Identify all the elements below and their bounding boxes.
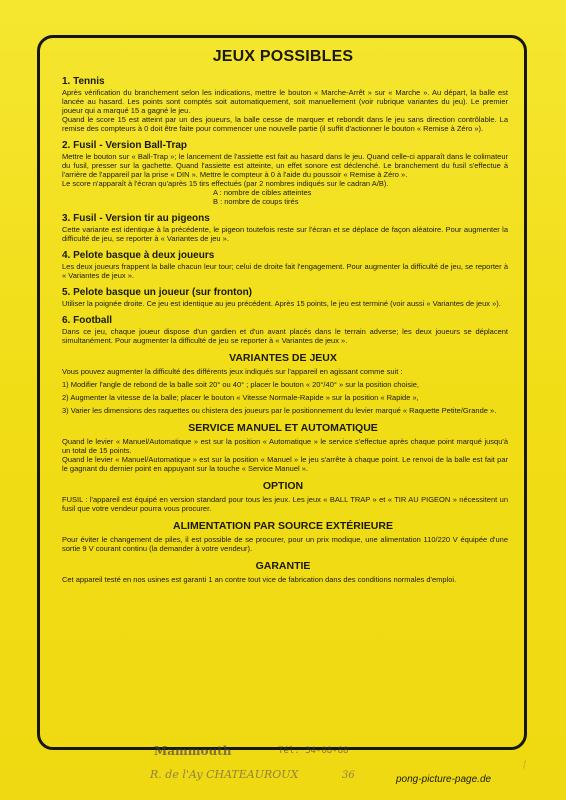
pelote-one-paragraph: Utiliser la poignée droite. Ce jeu est identique au jeu précédent. Après 15 points, le jeu est terminé (voir aussi « Variantes de jeux »). — [62, 299, 501, 308]
dealer-stamp — [142, 744, 392, 766]
service-paragraph-1: Quand le levier « Manuel/Automatique » est sur la position « Automatique » le service s'effectue après chaque point marqué jusqu'à un total de 15 points. — [62, 437, 508, 455]
alimentation-paragraph: Pour éviter le changement de piles, il est possible de se procurer, pour un prix modique, une alimentation 110/220 V équipée d'une sortie 9 V courant continu (la demander à votre vendeur). — [62, 535, 508, 553]
content-area — [58, 48, 508, 584]
section-heading-pelote-two: 4. Pelote basque à deux joueurs — [62, 250, 215, 261]
balltrap-paragraph-1: Mettre le bouton sur « Ball-Trap »; le lancement de l'assiette est fait au hasard dans le jeu. Quand celle-ci apparaît dans le colimateur du fusil, presser sur la gachette. Quand l'assiette est atteinte, un effet sonore est déclenché. Le branchement du fusil s'effectue à l'arrière de l'appareil par la prise « DIN ». Mettre le compteur à 0 à l'aide du poussoir « Remise à Zéro ». — [62, 152, 508, 179]
pigeons-paragraph: Cette variante est identique à la précédente, le pigeon toutefois reste sur l'écran et se déplace de façon aléatoire. Pour augmenter la difficulté de jeu, se reporter à « Variantes de jeu ». — [62, 225, 508, 243]
heading-garantie: GARANTIE — [255, 560, 311, 572]
source-watermark: pong-picture-page.de — [396, 774, 492, 785]
section-heading-pelote-one: 5. Pelote basque un joueur (sur fronton) — [62, 287, 253, 298]
stamp-brand: Mammouth — [154, 744, 232, 758]
option-paragraph: FUSIL : l'appareil est équipé en version standard pour tous les jeux. Les jeux « BALL TRAP » et « TIR AU PIGEON » nécessitent un fusil que votre vendeur pourra vous procurer. — [62, 495, 508, 513]
variantes-item-3: 3) Varier les dimensions des raquettes ou chistera des joueurs par le positionnement du levier marqué « Raquette Petite/Grande ». — [62, 406, 497, 415]
handwritten-signature: R. de l'Ay CHATEAUROUX — [150, 768, 299, 781]
heading-option: OPTION — [262, 480, 304, 492]
stamp-telephone: Tél. 34-08-88 — [278, 746, 349, 756]
balltrap-legend-b: B : nombre de coups tirés — [213, 197, 299, 206]
heading-alimentation: ALIMENTATION PAR SOURCE EXTÉRIEURE — [173, 520, 393, 532]
variantes-item-1: 1) Modifier l'angle de rebond de la balle soit 20° ou 40° ; placer le bouton « 20°/40° » sur la position choisie, — [62, 380, 419, 389]
football-paragraph: Dans ce jeu, chaque joueur dispose d'un gardien et d'un avant placés dans le terrain adverse; les deux joueurs se déplacent simultanément. Pour augmenter la difficulté de jeu se reporter à « Variantes de jeux ». — [62, 327, 508, 345]
signature-number: 36 — [342, 770, 355, 781]
section-heading-balltrap: 2. Fusil - Version Ball-Trap — [62, 140, 188, 151]
balltrap-paragraph-2: Le score n'apparaît à l'écran qu'après 15 tirs effectués (par 2 nombres indiqués sur le cadran A/B). — [62, 179, 389, 188]
section-heading-tennis: 1. Tennis — [62, 76, 105, 87]
heading-service: SERVICE MANUEL ET AUTOMATIQUE — [188, 422, 378, 434]
page-title: JEUX POSSIBLES — [212, 48, 354, 65]
heading-variantes: VARIANTES DE JEUX — [229, 352, 337, 364]
section-heading-pigeons: 3. Fusil - Version tir au pigeons — [62, 213, 210, 224]
garantie-paragraph: Cet appareil testé en nos usines est garanti 1 an contre tout vice de fabrication dans des conditions normales d'emploi. — [62, 575, 457, 584]
variantes-item-2: 2) Augmenter la vitesse de la balle; placer le bouton « Vitesse Normale-Rapide » sur la position « Rapide », — [62, 393, 419, 402]
pelote-two-paragraph: Les deux joueurs frappent la balle chacun leur tour; celui de droite fait l'engagement. Pour augmenter la difficulté de jeu, se reporter à « Variantes de jeux ». — [62, 262, 508, 280]
variantes-intro: Vous pouvez augmenter la difficulté des différents jeux indiqués sur l'appareil en agissant comme suit : — [62, 367, 403, 376]
corner-scribble-icon: ~~ — [519, 759, 530, 770]
tennis-paragraph-2: Quand le score 15 est atteint par un des joueurs, la balle cesse de marquer et rebondit dans le jeu sans direction contrôlable. La remise des compteurs à 0 doit être faite pour commencer une nouvelle partie (il suffit d'actionner le bouton « Remise à Zéro »). — [62, 115, 508, 133]
tennis-paragraph-1: Après vérification du branchement selon les indications, mettre le bouton « Marche-Arrêt » sur « Marche ». Au départ, la balle est lancée au hasard. Les points sont comptés soit automatiquement, soit manuellement (voir rubrique variantes du jeu). Le premier joueur qui a marqué 15 a gagné le jeu. — [62, 88, 508, 115]
service-paragraph-2: Quand le levier « Manuel/Automatique » est sur la position « Manuel » le jeu s'arrête à chaque point. Le renvoi de la balle est fait par le gagnant du dernier point en appuyant sur la touche « Service Manuel ». — [62, 455, 508, 473]
balltrap-legend-a: A : nombre de cibles atteintes — [213, 188, 312, 197]
section-heading-football: 6. Football — [62, 315, 112, 326]
